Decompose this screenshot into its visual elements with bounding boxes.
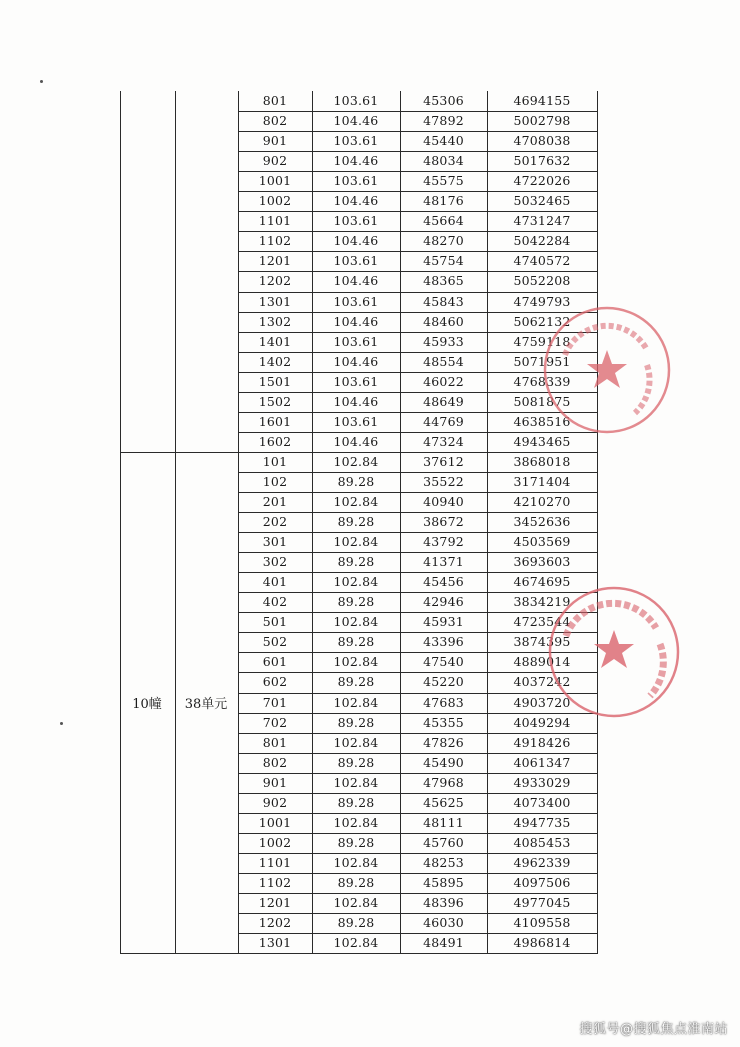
cell-room: 501 [262, 614, 288, 629]
cell-room: 1301 [258, 935, 292, 950]
cell-unit-price: 45760 [423, 835, 464, 850]
cell-room: 1402 [258, 354, 292, 369]
cell-unit-price: 45440 [423, 133, 464, 148]
cell-unit-price: 45895 [423, 875, 464, 890]
cell-unit-price: 48270 [423, 233, 464, 248]
cell-area: 89.28 [337, 514, 375, 529]
cell-area: 102.84 [333, 735, 379, 750]
cell-room: 801 [262, 93, 288, 108]
cell-total: 4049294 [513, 715, 571, 730]
cell-area: 102.84 [333, 775, 379, 790]
cell-unit-price: 43792 [423, 534, 464, 549]
cell-total: 4749793 [513, 294, 571, 309]
cell-unit-price: 40940 [423, 494, 464, 509]
cell-area: 103.61 [333, 213, 379, 228]
cell-unit-price: 45575 [423, 173, 464, 188]
cell-total: 4947735 [513, 815, 571, 830]
cell-unit-price: 42946 [423, 594, 464, 609]
cell-area: 104.46 [333, 434, 379, 449]
cell-room: 901 [262, 775, 288, 790]
cell-unit-price: 48491 [423, 935, 464, 950]
cell-unit-price: 37612 [423, 454, 464, 469]
cell-room: 101 [262, 454, 288, 469]
cell-total: 4740572 [513, 253, 571, 268]
cell-unit-price: 45220 [423, 674, 464, 689]
cell-unit-price: 46022 [423, 374, 464, 389]
cell-unit-price: 48554 [423, 354, 464, 369]
cell-area: 89.28 [337, 715, 375, 730]
cell-room: 1302 [258, 314, 292, 329]
cell-room: 1301 [258, 294, 292, 309]
cell-room: 302 [262, 554, 288, 569]
cell-area: 89.28 [337, 594, 375, 609]
cell-unit-price: 47892 [423, 113, 464, 128]
cell-area: 89.28 [337, 915, 375, 930]
cell-unit-price: 41371 [423, 554, 464, 569]
cell-area: 104.46 [333, 354, 379, 369]
cell-room: 1202 [258, 273, 292, 288]
cell-room: 1002 [258, 193, 292, 208]
cell-room: 1201 [258, 253, 292, 268]
cell-room: 202 [262, 514, 288, 529]
cell-area: 89.28 [337, 634, 375, 649]
cell-area: 102.84 [333, 895, 379, 910]
cell-area: 104.46 [333, 153, 379, 168]
cell-room: 1501 [258, 374, 292, 389]
cell-total: 4986814 [513, 935, 571, 950]
cell-room: 1001 [258, 815, 292, 830]
cell-total: 4085453 [513, 835, 571, 850]
cell-area: 102.84 [333, 614, 379, 629]
cell-area: 104.46 [333, 394, 379, 409]
scan-speck [40, 80, 43, 83]
cell-unit-price: 43396 [423, 634, 464, 649]
source-watermark: 搜狐号@搜狐焦点淮南站 [579, 1022, 728, 1037]
cell-total: 5002798 [513, 113, 571, 128]
cell-total: 4694155 [513, 93, 571, 108]
cell-total: 4037242 [513, 674, 571, 689]
cell-unit-price: 47683 [423, 695, 464, 710]
cell-area: 103.61 [333, 294, 379, 309]
cell-unit-price: 48253 [423, 855, 464, 870]
cell-total: 3171404 [513, 474, 571, 489]
cell-total: 4503569 [513, 534, 571, 549]
cell-area: 103.61 [333, 133, 379, 148]
cell-room: 1401 [258, 334, 292, 349]
cell-room: 1001 [258, 173, 292, 188]
cell-room: 402 [262, 594, 288, 609]
cell-total: 5017632 [513, 153, 571, 168]
cell-room: 502 [262, 634, 288, 649]
cell-area: 103.61 [333, 253, 379, 268]
cell-room: 1002 [258, 835, 292, 850]
cell-total: 4962339 [513, 855, 571, 870]
cell-room: 1602 [258, 434, 292, 449]
cell-area: 103.61 [333, 334, 379, 349]
cell-area: 102.84 [333, 574, 379, 589]
cell-unit-price: 48034 [423, 153, 464, 168]
cell-room: 801 [262, 735, 288, 750]
cell-room: 701 [262, 695, 288, 710]
cell-total: 4638516 [513, 414, 571, 429]
company-seal-bottom [538, 578, 688, 728]
cell-area: 104.46 [333, 233, 379, 248]
cell-area: 89.28 [337, 755, 375, 770]
cell-area: 104.46 [333, 314, 379, 329]
cell-unit-price: 47324 [423, 434, 464, 449]
cell-area: 89.28 [337, 875, 375, 890]
cell-unit-price: 45490 [423, 755, 464, 770]
cell-unit-price: 48365 [423, 273, 464, 288]
cell-room: 902 [262, 153, 288, 168]
cell-unit-price: 45625 [423, 795, 464, 810]
cell-room: 901 [262, 133, 288, 148]
cell-unit-price: 44769 [423, 414, 464, 429]
cell-unit-price: 48176 [423, 193, 464, 208]
cell-unit-price: 45931 [423, 614, 464, 629]
cell-area: 102.84 [333, 935, 379, 950]
cell-area: 89.28 [337, 674, 375, 689]
cell-area: 102.84 [333, 695, 379, 710]
table-column-rule [175, 91, 176, 953]
cell-total: 4889014 [513, 654, 571, 669]
cell-unit-price: 48649 [423, 394, 464, 409]
cell-room: 201 [262, 494, 288, 509]
cell-room: 301 [262, 534, 288, 549]
cell-area: 104.46 [333, 113, 379, 128]
cell-room: 401 [262, 574, 288, 589]
cell-room: 1201 [258, 895, 292, 910]
cell-total: 3874395 [513, 634, 571, 649]
cell-total: 4674695 [513, 574, 571, 589]
table-row-rule [120, 953, 598, 954]
cell-room: 1102 [258, 233, 292, 248]
cell-unit-price: 47968 [423, 775, 464, 790]
cell-room: 601 [262, 654, 288, 669]
cell-total: 4903720 [513, 695, 571, 710]
cell-total: 4723544 [513, 614, 571, 629]
cell-room: 602 [262, 674, 288, 689]
cell-unit-price: 47826 [423, 735, 464, 750]
cell-unit-price: 45664 [423, 213, 464, 228]
cell-total: 5071951 [513, 354, 571, 369]
cell-unit-price: 45933 [423, 334, 464, 349]
cell-unit-price: 46030 [423, 915, 464, 930]
cell-area: 102.84 [333, 815, 379, 830]
cell-area: 104.46 [333, 273, 379, 288]
building-cell: 10幢 [132, 697, 162, 712]
company-seal-top [535, 295, 675, 445]
cell-total: 5042284 [513, 233, 571, 248]
cell-total: 5081875 [513, 394, 571, 409]
cell-room: 1102 [258, 875, 292, 890]
cell-room: 702 [262, 715, 288, 730]
cell-area: 103.61 [333, 374, 379, 389]
cell-total: 4210270 [513, 494, 571, 509]
cell-room: 1101 [258, 213, 292, 228]
cell-room: 902 [262, 795, 288, 810]
cell-total: 4073400 [513, 795, 571, 810]
cell-area: 102.84 [333, 654, 379, 669]
cell-unit-price: 45355 [423, 715, 464, 730]
cell-area: 103.61 [333, 173, 379, 188]
cell-total: 4933029 [513, 775, 571, 790]
table-column-rule [597, 91, 598, 953]
cell-unit-price: 48460 [423, 314, 464, 329]
unit-cell: 38单元 [184, 697, 228, 712]
cell-unit-price: 35522 [423, 474, 464, 489]
cell-unit-price: 48111 [423, 815, 464, 830]
cell-room: 1502 [258, 394, 292, 409]
cell-area: 89.28 [337, 795, 375, 810]
cell-area: 102.84 [333, 855, 379, 870]
cell-area: 104.46 [333, 193, 379, 208]
cell-unit-price: 45843 [423, 294, 464, 309]
cell-area: 89.28 [337, 835, 375, 850]
cell-room: 1202 [258, 915, 292, 930]
cell-total: 4109558 [513, 915, 571, 930]
cell-area: 89.28 [337, 474, 375, 489]
cell-total: 5032465 [513, 193, 571, 208]
cell-area: 102.84 [333, 494, 379, 509]
cell-total: 5062132 [513, 314, 571, 329]
cell-room: 1101 [258, 855, 292, 870]
cell-unit-price: 48396 [423, 895, 464, 910]
cell-total: 4722026 [513, 173, 571, 188]
cell-total: 4943465 [513, 434, 571, 449]
cell-total: 4759118 [513, 334, 571, 349]
cell-unit-price: 47540 [423, 654, 464, 669]
cell-total: 3452636 [513, 514, 571, 529]
cell-total: 4061347 [513, 755, 571, 770]
cell-total: 4708038 [513, 133, 571, 148]
cell-room: 1601 [258, 414, 292, 429]
cell-room: 102 [262, 474, 288, 489]
table-column-rule [120, 91, 121, 953]
cell-unit-price: 45306 [423, 93, 464, 108]
cell-area: 102.84 [333, 534, 379, 549]
cell-total: 4097506 [513, 875, 571, 890]
cell-total: 4731247 [513, 213, 571, 228]
cell-room: 802 [262, 755, 288, 770]
cell-unit-price: 38672 [423, 514, 464, 529]
cell-total: 3693603 [513, 554, 571, 569]
cell-room: 802 [262, 113, 288, 128]
scan-speck [60, 722, 63, 725]
cell-total: 4768339 [513, 374, 571, 389]
cell-area: 103.61 [333, 93, 379, 108]
cell-unit-price: 45754 [423, 253, 464, 268]
cell-total: 5052208 [513, 273, 571, 288]
cell-total: 4977045 [513, 895, 571, 910]
cell-total: 3834219 [513, 594, 571, 609]
cell-unit-price: 45456 [423, 574, 464, 589]
cell-total: 4918426 [513, 735, 571, 750]
cell-area: 102.84 [333, 454, 379, 469]
cell-area: 103.61 [333, 414, 379, 429]
cell-area: 89.28 [337, 554, 375, 569]
cell-total: 3868018 [513, 454, 571, 469]
